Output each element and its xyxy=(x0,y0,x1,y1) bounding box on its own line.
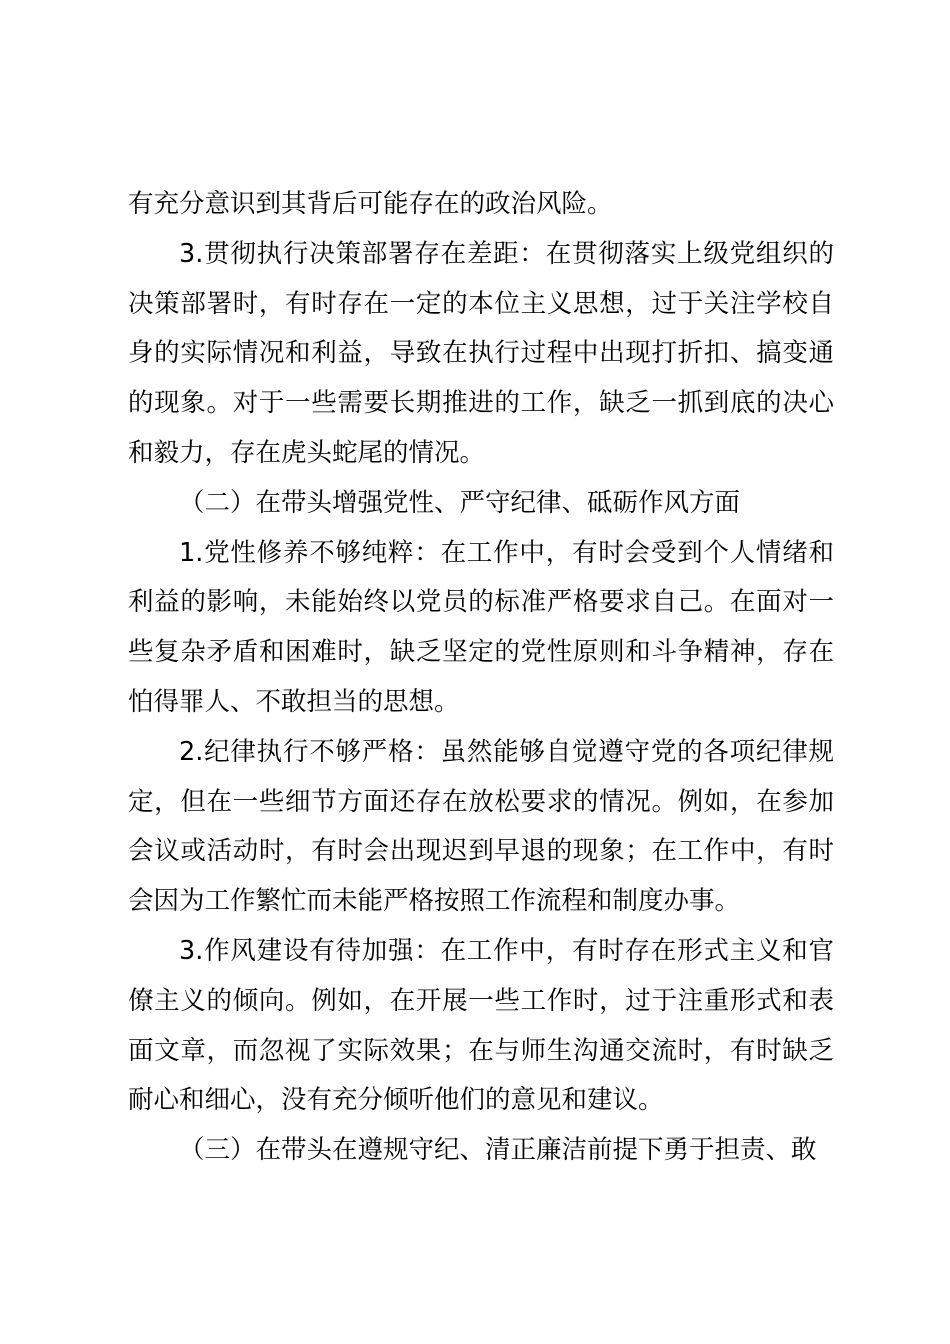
paragraph-item-1-party-spirit: 1.党性修养不够纯粹：在工作中，有时会受到个人情绪和利益的影响，未能始终以党员的标准严格要求自己。在面对一些复杂矛盾和困难时，缺乏坚定的党性原则和斗争精神，存在怕得罪人、不敢担当的思想。 xyxy=(128,537,834,717)
document-body xyxy=(128,180,834,1176)
paragraph-item-3-work-style: 3.作风建设有待加强：在工作中，有时存在形式主义和官僚主义的倾向。例如，在开展一些工作时，过于注重形式和表面文章，而忽视了实际效果；在与师生沟通交流时，有时缺乏耐心和细心，没有充分倾听他们的意见和建议。 xyxy=(128,935,834,1116)
section-heading-2: （二）在带头增强党性、严守纪律、砥砺作风方面 xyxy=(179,487,741,518)
section-heading-3: （三）在带头在遵规守纪、清正廉洁前提下勇于担责、敢 xyxy=(179,1135,817,1166)
paragraph-continuation: 有充分意识到其背后可能存在的政治风险。 xyxy=(128,189,613,219)
paragraph-item-3-decision-deployment: 3.贯彻执行决策部署存在差距：在贯彻落实上级党组织的决策部署时，有时存在一定的本位主义思想，过于关注学校自身的实际情况和利益，导致在执行过程中出现打折扣、搞变通的现象。对于一些需要长期推进的工作，缺乏一抓到底的决心和毅力，存在虎头蛇尾的情况。 xyxy=(128,238,834,468)
paragraph-item-2-discipline: 2.纪律执行不够严格：虽然能够自觉遵守党的各项纪律规定，但在一些细节方面还存在放松要求的情况。例如，在参加会议或活动时，有时会出现迟到早退的现象；在工作中，有时会因为工作繁忙而未能严格按照工作流程和制度办事。 xyxy=(128,736,834,917)
